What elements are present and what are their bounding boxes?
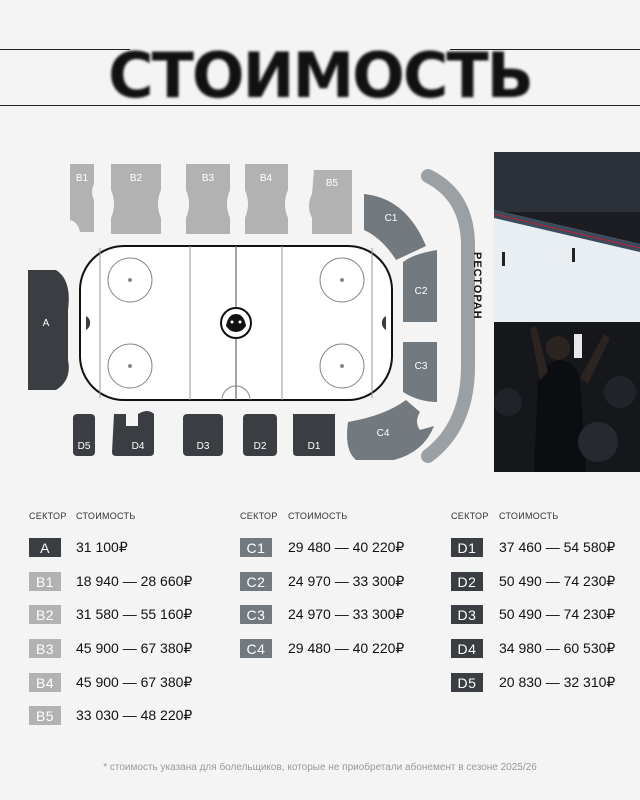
title-block (0, 36, 640, 116)
legend-chip-b5: B5 (29, 706, 61, 725)
price-d2: 50 490 — 74 230₽ (499, 573, 616, 589)
label-d5: D5 (77, 441, 91, 452)
label-d4: D4 (131, 441, 145, 452)
legend-chip-b2: B2 (29, 605, 61, 624)
label-d1: D1 (307, 441, 321, 452)
price-d3: 50 490 — 74 230₽ (499, 606, 616, 622)
price-c1: 29 480 — 40 220₽ (288, 539, 405, 555)
legend-header-price-3: СТОИМОСТЬ (499, 511, 559, 521)
price-b4: 45 900 — 67 380₽ (76, 674, 193, 690)
price-b1: 18 940 — 28 660₽ (76, 573, 193, 589)
label-d3: D3 (196, 441, 210, 452)
label-c1: C1 (384, 213, 398, 224)
sector-a-shape[interactable] (28, 270, 69, 390)
price-b2: 31 580 — 55 160₽ (76, 606, 193, 622)
legend-chip-b1: B1 (29, 572, 61, 591)
legend-header-sector-1: СЕКТОР (29, 511, 67, 521)
legend-header-sector-3: СЕКТОР (451, 511, 489, 521)
label-b5: B5 (325, 178, 339, 189)
legend-header-sector-2: СЕКТОР (240, 511, 278, 521)
arena-map (0, 140, 490, 480)
legend-chip-b4: B4 (29, 673, 61, 692)
price-b5: 33 030 — 48 220₽ (76, 707, 193, 723)
label-c4: C4 (376, 428, 390, 439)
footnote: * стоимость указана для болельщиков, которые не приобретали абонемент в сезоне 2025/26 (103, 762, 537, 773)
legend-chip-d1: D1 (451, 538, 483, 557)
legend-header-price-1: СТОИМОСТЬ (76, 511, 136, 521)
legend-chip-d3: D3 (451, 605, 483, 624)
price-a: 31 100₽ (76, 539, 128, 555)
price-d1: 37 460 — 54 580₽ (499, 539, 616, 555)
price-c4: 29 480 — 40 220₽ (288, 640, 405, 656)
legend-chip-c2: C2 (240, 572, 272, 591)
team-logo-icon (221, 308, 251, 338)
label-a: A (42, 318, 50, 329)
legend-chip-c4: C4 (240, 639, 272, 658)
label-b1: B1 (75, 173, 89, 184)
label-b3: B3 (201, 173, 215, 184)
sector-c1-shape[interactable] (364, 194, 426, 260)
legend-chip-d4: D4 (451, 639, 483, 658)
legend-chip-a: A (29, 538, 61, 557)
legend-chip-d2: D2 (451, 572, 483, 591)
restaurant-label: РЕСТОРАН (471, 252, 483, 320)
legend-chip-c1: C1 (240, 538, 272, 557)
legend-header-price-2: СТОИМОСТЬ (288, 511, 348, 521)
legend-chip-c3: C3 (240, 605, 272, 624)
legend-chip-b3: B3 (29, 639, 61, 658)
label-c2: C2 (414, 286, 428, 297)
price-b3: 45 900 — 67 380₽ (76, 640, 193, 656)
price-c2: 24 970 — 33 300₽ (288, 573, 405, 589)
label-c3: C3 (414, 361, 428, 372)
label-d2: D2 (253, 441, 267, 452)
legend-chip-d5: D5 (451, 673, 483, 692)
page-title: СТОИМОСТЬ (108, 39, 532, 112)
label-b2: B2 (129, 173, 143, 184)
price-c3: 24 970 — 33 300₽ (288, 606, 405, 622)
sector-c3-shape[interactable] (403, 342, 437, 402)
label-b4: B4 (259, 173, 273, 184)
arena-photo (494, 152, 640, 472)
sector-c4-shape[interactable] (347, 400, 434, 460)
price-d5: 20 830 — 32 310₽ (499, 674, 616, 690)
price-d4: 34 980 — 60 530₽ (499, 640, 616, 656)
